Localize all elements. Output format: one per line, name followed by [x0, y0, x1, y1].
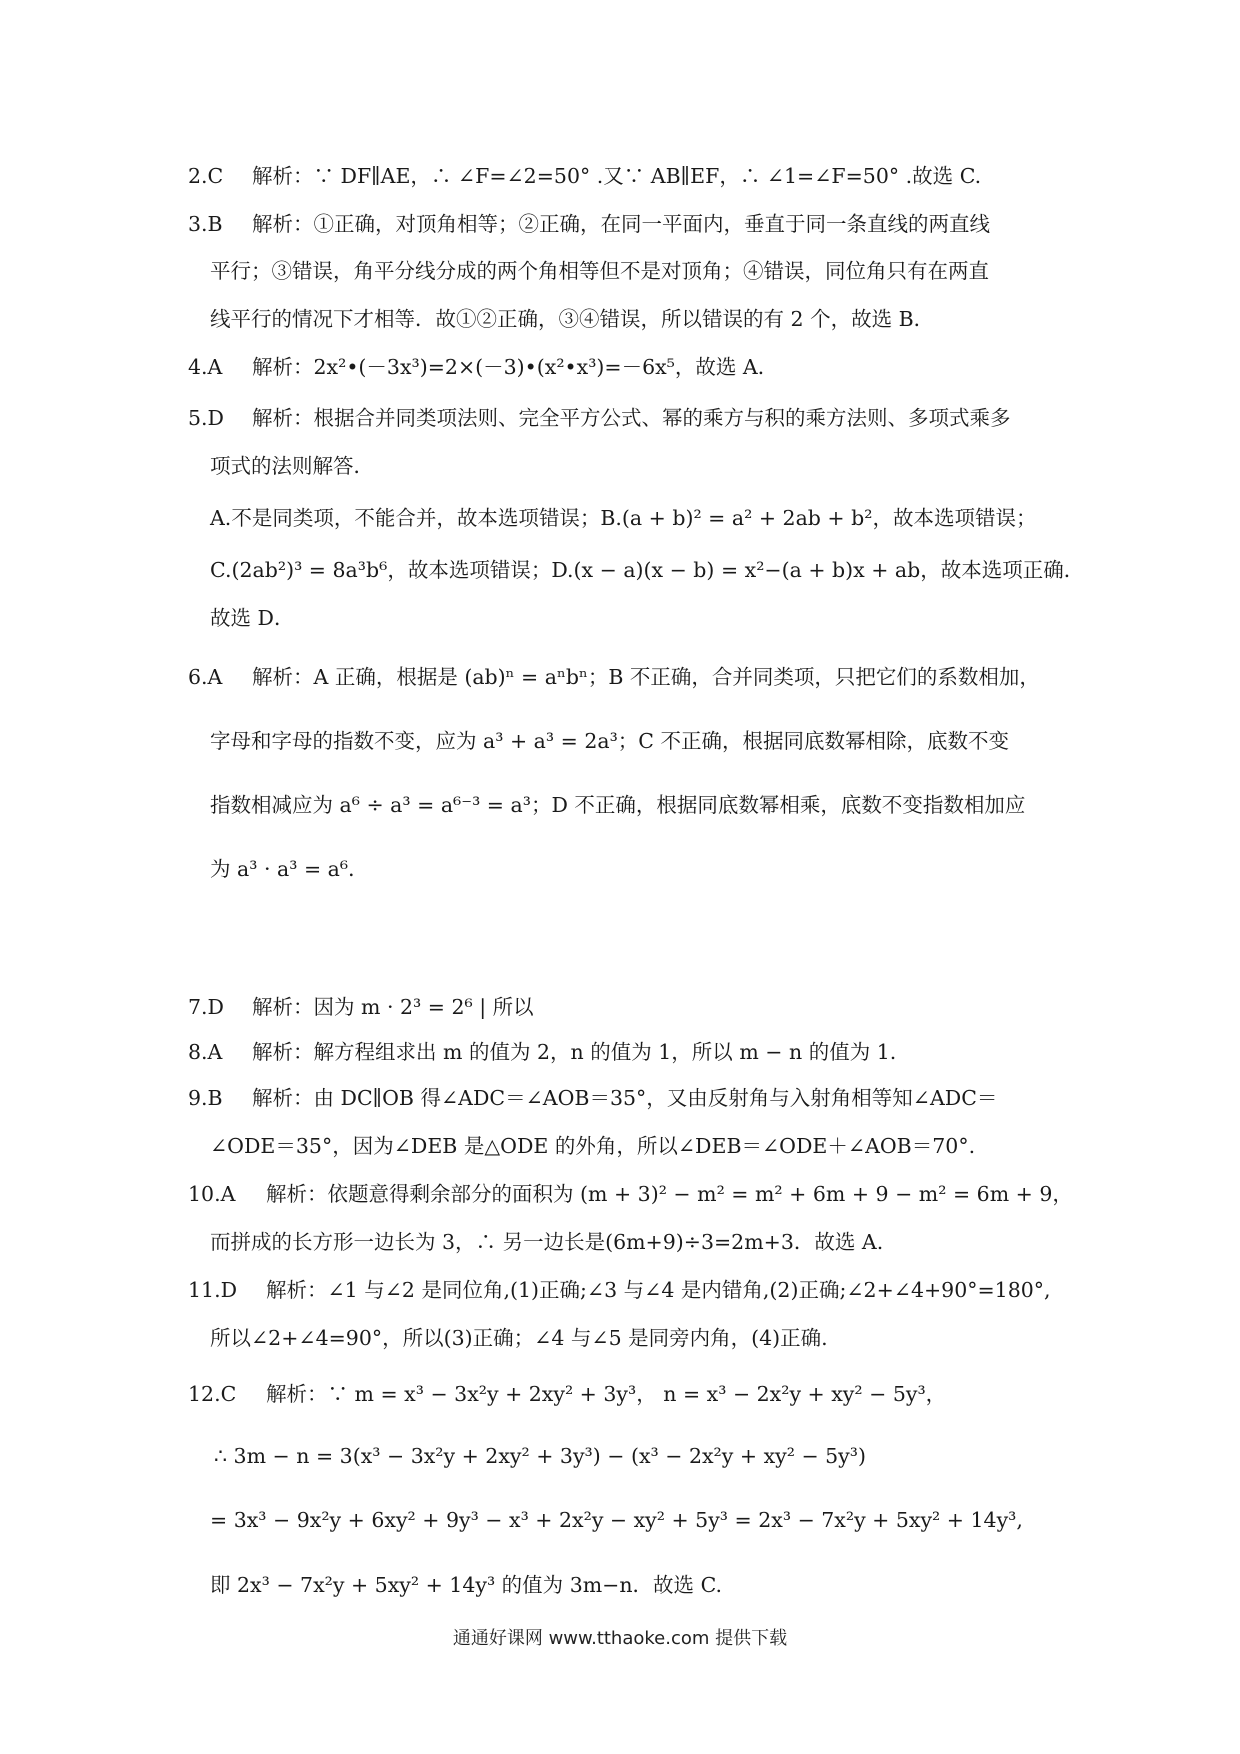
answer-text: 解析：依题意得剩余部分的面积为 (m + 3)² − m² = m² + 6m + 9 − m² = 6m + 9， [266, 1182, 1073, 1206]
answer-number: 4.A [188, 355, 223, 379]
answer-text: A.不是同类项，不能合并，故本选项错误；B.(a + b)² = a² + 2ab + b²，故本选项错误； [210, 506, 1037, 530]
answer-text: 解析：①正确，对顶角相等；②正确，在同一平面内，垂直于同一条直线的两直线 [252, 212, 990, 236]
answer-number: 2.C [188, 164, 224, 188]
answer-text: 故选 D． [210, 606, 295, 630]
answer-text: 解析：因为 m · 2³ = 2⁶ | 所以 [252, 995, 534, 1019]
page-footer: 通通好课网 www.tthaoke.com 提供下载 [452, 1628, 788, 1649]
answer-text: 解析：2x²•(－3x³)=2×(－3)•(x²•x³)=－6x⁵，故选 A． [252, 355, 779, 379]
answer-number: 11.D [188, 1278, 238, 1302]
answer-text: 解析：∵ m = x³ − 3x²y + 2xy² + 3y³， n = x³ − 2x²y + xy² − 5y³， [266, 1382, 947, 1406]
answer-text: 平行；③错误，角平分线分成的两个角相等但不是对顶角；④错误，同位角只有在两直 [210, 259, 989, 283]
answer-text: 字母和字母的指数不变，应为 a³ + a³ = 2a³；C 不正确，根据同底数幂相除，底数不变 [210, 729, 1009, 753]
answer-number: 10.A [188, 1182, 236, 1206]
answer-text: ∠ODE＝35°，因为∠DEB 是△ODE 的外角，所以∠DEB＝∠ODE＋∠AOB＝70°. [210, 1134, 976, 1158]
answer-number: 8.A [188, 1040, 223, 1064]
answer-text: 为 a³ · a³ = a⁶． [210, 857, 369, 881]
answer-text: = 3x³ − 9x²y + 6xy² + 9y³ − x³ + 2x²y − xy² + 5y³ = 2x³ − 7x²y + 5xy² + 14y³, [210, 1508, 1023, 1532]
answer-number: 9.B [188, 1086, 223, 1110]
answer-text: C.(2ab²)³ = 8a³b⁶，故本选项错误；D.(x − a)(x − b) = x²−(a + b)x + ab，故本选项正确． [210, 558, 1085, 582]
answer-number: 5.D [188, 406, 224, 430]
answer-text: 所以∠2+∠4=90°，所以(3)正确；∠4 与∠5 是同旁内角，(4)正确. [210, 1326, 828, 1350]
answer-text: 解析：解方程组求出 m 的值为 2，n 的值为 1，所以 m − n 的值为 1. [252, 1040, 897, 1064]
answer-number: 6.A [188, 665, 223, 689]
answer-text: 解析：∠1 与∠2 是同位角,(1)正确;∠3 与∠4 是内错角,(2)正确;∠2+∠4+90°=180°, [266, 1278, 1051, 1302]
answer-text: ∴ 3m − n = 3(x³ − 3x²y + 2xy² + 3y³) − (x³ − 2x²y + xy² − 5y³) [214, 1444, 866, 1468]
answer-text: 而拼成的长方形一边长为 3，∴ 另一边长是(6m+9)÷3=2m+3．故选 A. [210, 1230, 884, 1254]
answer-number: 3.B [188, 212, 223, 236]
answer-number: 7.D [188, 995, 224, 1019]
answer-text: 项式的法则解答． [210, 454, 374, 478]
answer-text: 解析：∵ DF∥AE，∴ ∠F=∠2=50° .又∵ AB∥EF，∴ ∠1=∠F=50° .故选 C. [252, 164, 982, 188]
answer-text: 解析：A 正确，根据是 (ab)ⁿ = aⁿbⁿ；B 不正确，合并同类项，只把它们的系数相加， [252, 665, 1040, 689]
answer-text: 指数相减应为 a⁶ ÷ a³ = a⁶⁻³ = a³；D 不正确，根据同底数幂相乘，底数不变指数相加应 [210, 793, 1026, 817]
answer-text: 解析：由 DC∥OB 得∠ADC＝∠AOB＝35°，又由反射角与入射角相等知∠ADC＝ [252, 1086, 998, 1110]
answer-number: 12.C [188, 1382, 237, 1406]
answer-text: 解析：根据合并同类项法则、完全平方公式、幂的乘方与积的乘方法则、多项式乘多 [252, 406, 1011, 430]
answer-text: 即 2x³ − 7x²y + 5xy² + 14y³ 的值为 3m−n．故选 C. [210, 1573, 723, 1597]
answer-text: 线平行的情况下才相等．故①②正确，③④错误，所以错误的有 2 个，故选 B． [210, 307, 935, 331]
